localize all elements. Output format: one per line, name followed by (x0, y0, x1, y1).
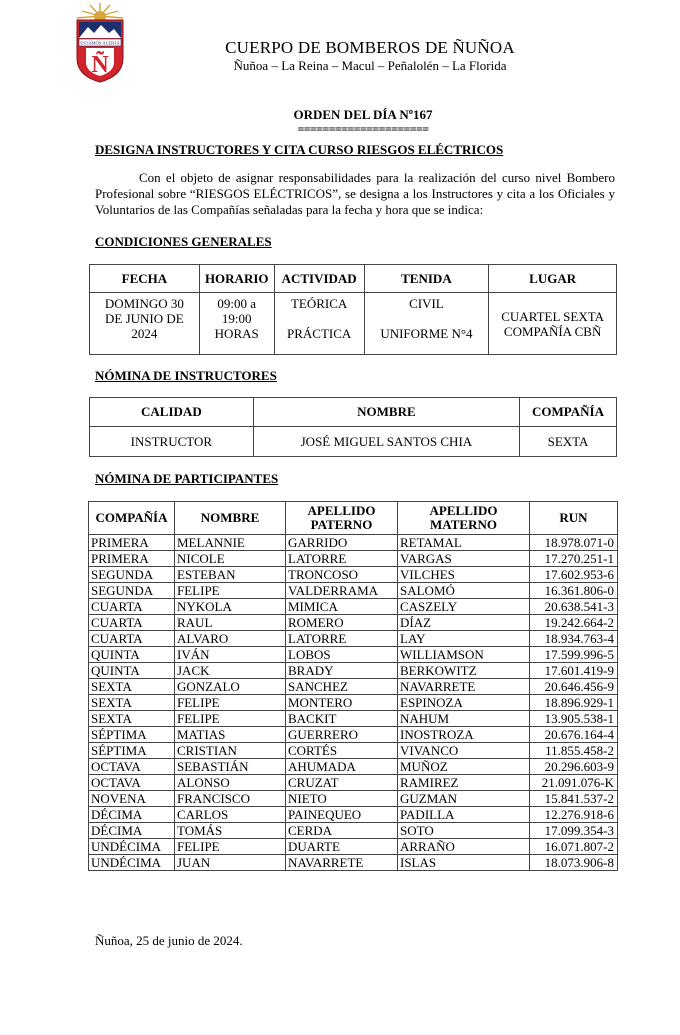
participant-compania: OCTAVA (89, 775, 175, 791)
order-number-title: ORDEN DEL DÍA Nº167 (293, 107, 433, 122)
participant-run: 17.602.953-6 (530, 567, 618, 583)
participant-apellido-paterno: BACKIT (286, 711, 398, 727)
participant-compania: SEXTA (89, 711, 175, 727)
participant-compania: UNDÉCIMA (89, 839, 175, 855)
instructor-nombre: JOSÉ MIGUEL SANTOS CHIA (253, 427, 519, 457)
participant-compania: SÉPTIMA (89, 727, 175, 743)
participant-run: 18.896.929-1 (530, 695, 618, 711)
participant-apellido-materno: ARRAÑO (398, 839, 530, 855)
table-row (89, 551, 618, 567)
participant-apellido-paterno: SANCHEZ (286, 679, 398, 695)
table-row (89, 695, 618, 711)
instructor-compania: SEXTA (520, 427, 617, 457)
participant-apellido-paterno: CRUZAT (286, 775, 398, 791)
participant-run: 11.855.458-2 (530, 743, 618, 759)
participant-apellido-paterno: MONTERO (286, 695, 398, 711)
table-row (89, 663, 618, 679)
participant-nombre: JACK (175, 663, 286, 679)
participant-run: 19.242.664-2 (530, 615, 618, 631)
organization-title: CUERPO DE BOMBEROS DE ÑUÑOA (225, 38, 515, 57)
table-row (89, 807, 618, 823)
fecha-line: 2024 (131, 326, 158, 341)
col-nombre: NOMBRE (253, 398, 519, 427)
col-tenida: TENIDA (364, 265, 489, 293)
col-run: RUN (530, 502, 618, 535)
participant-nombre: MATIAS (175, 727, 286, 743)
table-row (89, 855, 618, 871)
participant-run: 16.071.807-2 (530, 839, 618, 855)
participant-apellido-paterno: NIETO (286, 791, 398, 807)
participant-compania: CUARTA (89, 599, 175, 615)
participant-apellido-materno: INOSTROZA (398, 727, 530, 743)
conditions-data-row (90, 293, 617, 355)
participant-run: 18.934.763-4 (530, 631, 618, 647)
fecha-line: DE JUNIO DE (105, 311, 184, 326)
participants-header-row (89, 502, 618, 535)
participant-apellido-materno: RAMIREZ (398, 775, 530, 791)
participant-compania: OCTAVA (89, 759, 175, 775)
participant-nombre: FRANCISCO (175, 791, 286, 807)
participant-apellido-materno: VILCHES (398, 567, 530, 583)
col-apellido-materno: APELLIDO MATERNO (398, 502, 530, 535)
participant-run: 17.270.251-1 (530, 551, 618, 567)
participant-apellido-paterno: LOBOS (286, 647, 398, 663)
participant-compania: SEGUNDA (89, 583, 175, 599)
participant-run: 20.296.603-9 (530, 759, 618, 775)
table-row (89, 823, 618, 839)
participant-apellido-materno: DÍAZ (398, 615, 530, 631)
cell-tenida (364, 293, 489, 355)
participant-compania: QUINTA (89, 663, 175, 679)
participant-nombre: ALVARO (175, 631, 286, 647)
cell-horario (199, 293, 274, 355)
cell-fecha (90, 293, 200, 355)
actividad-line: TEÓRICA (290, 296, 348, 311)
fecha-line: DOMINGO 30 (104, 296, 184, 311)
crest-letter: Ñ (91, 52, 109, 78)
participant-apellido-materno: VARGAS (398, 551, 530, 567)
participant-apellido-paterno: GARRIDO (286, 535, 398, 551)
instructors-table (89, 397, 617, 457)
tenida-line: CIVIL (409, 296, 444, 311)
participant-apellido-paterno: CERDA (286, 823, 398, 839)
participants-heading: NÓMINA DE PARTICIPANTES (95, 471, 279, 486)
participant-nombre: ALONSO (175, 775, 286, 791)
participant-run: 16.361.806-0 (530, 583, 618, 599)
lugar-line: CUARTEL SEXTA (501, 308, 605, 324)
participant-nombre: FELIPE (175, 711, 286, 727)
cell-actividad (274, 293, 364, 355)
participant-nombre: SEBASTIÁN (175, 759, 286, 775)
participant-compania: UNDÉCIMA (89, 855, 175, 871)
instructor-calidad: INSTRUCTOR (90, 427, 254, 457)
participant-compania: NOVENA (89, 791, 175, 807)
participant-run: 21.091.076-K (530, 775, 618, 791)
participant-apellido-paterno: LATORRE (286, 551, 398, 567)
participant-nombre: FELIPE (175, 583, 286, 599)
table-row (90, 427, 617, 457)
participant-apellido-materno: RETAMAL (398, 535, 530, 551)
participant-nombre: MELANNIE (175, 535, 286, 551)
cell-lugar (489, 293, 617, 355)
participant-compania: SEXTA (89, 679, 175, 695)
participant-apellido-materno: ESPINOZA (398, 695, 530, 711)
participant-run: 13.905.538-1 (530, 711, 618, 727)
col-fecha: FECHA (90, 265, 200, 293)
participants-table (88, 501, 618, 871)
participant-compania: CUARTA (89, 631, 175, 647)
participant-apellido-materno: NAHUM (398, 711, 530, 727)
col-compania: COMPAÑÍA (520, 398, 617, 427)
col-actividad: ACTIVIDAD (274, 265, 364, 293)
participant-nombre: CARLOS (175, 807, 286, 823)
participant-compania: DÉCIMA (89, 823, 175, 839)
participant-apellido-materno: MUÑOZ (398, 759, 530, 775)
participant-apellido-materno: SALOMÓ (398, 583, 530, 599)
participant-nombre: FELIPE (175, 839, 286, 855)
participant-apellido-paterno: CORTÉS (286, 743, 398, 759)
table-row (89, 679, 618, 695)
table-row (89, 535, 618, 551)
conditions-heading: CONDICIONES GENERALES (95, 234, 272, 249)
participant-apellido-materno: ISLAS (398, 855, 530, 871)
subject-heading: DESIGNA INSTRUCTORES Y CITA CURSO RIESGOS ELÉCTRICOS (95, 142, 504, 157)
table-row (89, 615, 618, 631)
participant-nombre: NICOLE (175, 551, 286, 567)
lugar-line: COMPAÑÍA CBÑ (503, 323, 602, 339)
participant-apellido-materno: PADILLA (398, 807, 530, 823)
conditions-header-row (90, 265, 617, 293)
participant-compania: PRIMERA (89, 535, 175, 551)
participant-apellido-paterno: PAINEQUEO (286, 807, 398, 823)
table-row (89, 759, 618, 775)
participant-apellido-materno: CASZELY (398, 599, 530, 615)
table-row (89, 631, 618, 647)
table-row (89, 711, 618, 727)
participant-run: 17.601.419-9 (530, 663, 618, 679)
tenida-line: UNIFORME N°4 (380, 326, 473, 341)
participant-apellido-materno: NAVARRETE (398, 679, 530, 695)
conditions-table (89, 264, 617, 355)
participant-apellido-materno: LAY (398, 631, 530, 647)
col-calidad: CALIDAD (90, 398, 254, 427)
col-horario: HORARIO (199, 265, 274, 293)
participant-nombre: FELIPE (175, 695, 286, 711)
participant-run: 15.841.537-2 (530, 791, 618, 807)
participant-nombre: CRISTIAN (175, 743, 286, 759)
col-nombre: NOMBRE (175, 502, 286, 535)
participant-apellido-paterno: AHUMADA (286, 759, 398, 775)
col-lugar: LUGAR (489, 265, 617, 293)
instructors-header-row (90, 398, 617, 427)
participant-nombre: GONZALO (175, 679, 286, 695)
participant-compania: QUINTA (89, 647, 175, 663)
participant-run: 18.073.906-8 (530, 855, 618, 871)
participant-apellido-paterno: MIMICA (286, 599, 398, 615)
participant-apellido-paterno: NAVARRETE (286, 855, 398, 871)
participant-apellido-materno: SOTO (398, 823, 530, 839)
actividad-line: PRÁCTICA (286, 326, 352, 341)
participant-compania: CUARTA (89, 615, 175, 631)
participant-apellido-paterno: BRADY (286, 663, 398, 679)
col-compania: COMPAÑÍA (89, 502, 175, 535)
organization-communes: Ñuñoa – La Reina – Macul – Peñalolén – La Florida (233, 58, 507, 73)
participant-compania: SEGUNDA (89, 567, 175, 583)
participant-apellido-paterno: DUARTE (286, 839, 398, 855)
horario-line: 09:00 a (217, 296, 257, 311)
participant-compania: DÉCIMA (89, 807, 175, 823)
col-apellido-paterno: APELLIDO PATERNO (286, 502, 398, 535)
participant-run: 17.599.996-5 (530, 647, 618, 663)
participant-apellido-paterno: VALDERRAMA (286, 583, 398, 599)
participant-apellido-paterno: TRONCOSO (286, 567, 398, 583)
participant-run: 18.978.071-0 (530, 535, 618, 551)
table-row (89, 775, 618, 791)
table-row (89, 727, 618, 743)
table-row (89, 791, 618, 807)
participant-nombre: ESTEBAN (175, 567, 286, 583)
table-row (89, 743, 618, 759)
participant-run: 17.099.354-3 (530, 823, 618, 839)
participant-run: 20.646.456-9 (530, 679, 618, 695)
crest-motto: ESTAMOS ALERTA (80, 40, 120, 46)
participant-apellido-paterno: GUERRERO (286, 727, 398, 743)
participant-apellido-paterno: LATORRE (286, 631, 398, 647)
participant-run: 20.676.164-4 (530, 727, 618, 743)
participant-nombre: JUAN (175, 855, 286, 871)
participant-nombre: IVÁN (175, 647, 286, 663)
table-row (89, 583, 618, 599)
participant-run: 12.276.918-6 (530, 807, 618, 823)
participant-nombre: TOMÁS (175, 823, 286, 839)
instructors-heading: NÓMINA DE INSTRUCTORES (95, 368, 277, 383)
participants-body (89, 535, 618, 871)
participant-apellido-materno: GUZMAN (398, 791, 530, 807)
table-row (89, 647, 618, 663)
participant-apellido-materno: WILLIAMSON (398, 647, 530, 663)
table-row (89, 839, 618, 855)
intro-paragraph (95, 170, 615, 218)
participant-compania: SEXTA (89, 695, 175, 711)
participant-nombre: RAUL (175, 615, 286, 631)
table-row (89, 567, 618, 583)
participant-compania: PRIMERA (89, 551, 175, 567)
participant-compania: SÉPTIMA (89, 743, 175, 759)
participant-run: 20.638.541-3 (530, 599, 618, 615)
table-row (89, 599, 618, 615)
participant-apellido-paterno: ROMERO (286, 615, 398, 631)
place-date-line: Ñuñoa, 25 de junio de 2024. (95, 933, 243, 948)
horario-line: HORAS (214, 326, 259, 341)
title-underline-rule: ===================== (297, 122, 429, 136)
participant-apellido-materno: BERKOWITZ (398, 663, 530, 679)
bomberos-crest-logo (74, 2, 126, 84)
horario-line: 19:00 (221, 311, 252, 326)
intro-text: Con el objeto de asignar responsabilidades para la realización del curso nivel Bombero Profesional sobre “RIESGOS ELÉCTRICOS”, se designa a los Instructores y cita a los Oficiales y Voluntarios de las Compañías señaladas para la fecha y hora que se indica: (95, 170, 615, 217)
participant-nombre: NYKOLA (175, 599, 286, 615)
participant-apellido-materno: VIVANCO (398, 743, 530, 759)
